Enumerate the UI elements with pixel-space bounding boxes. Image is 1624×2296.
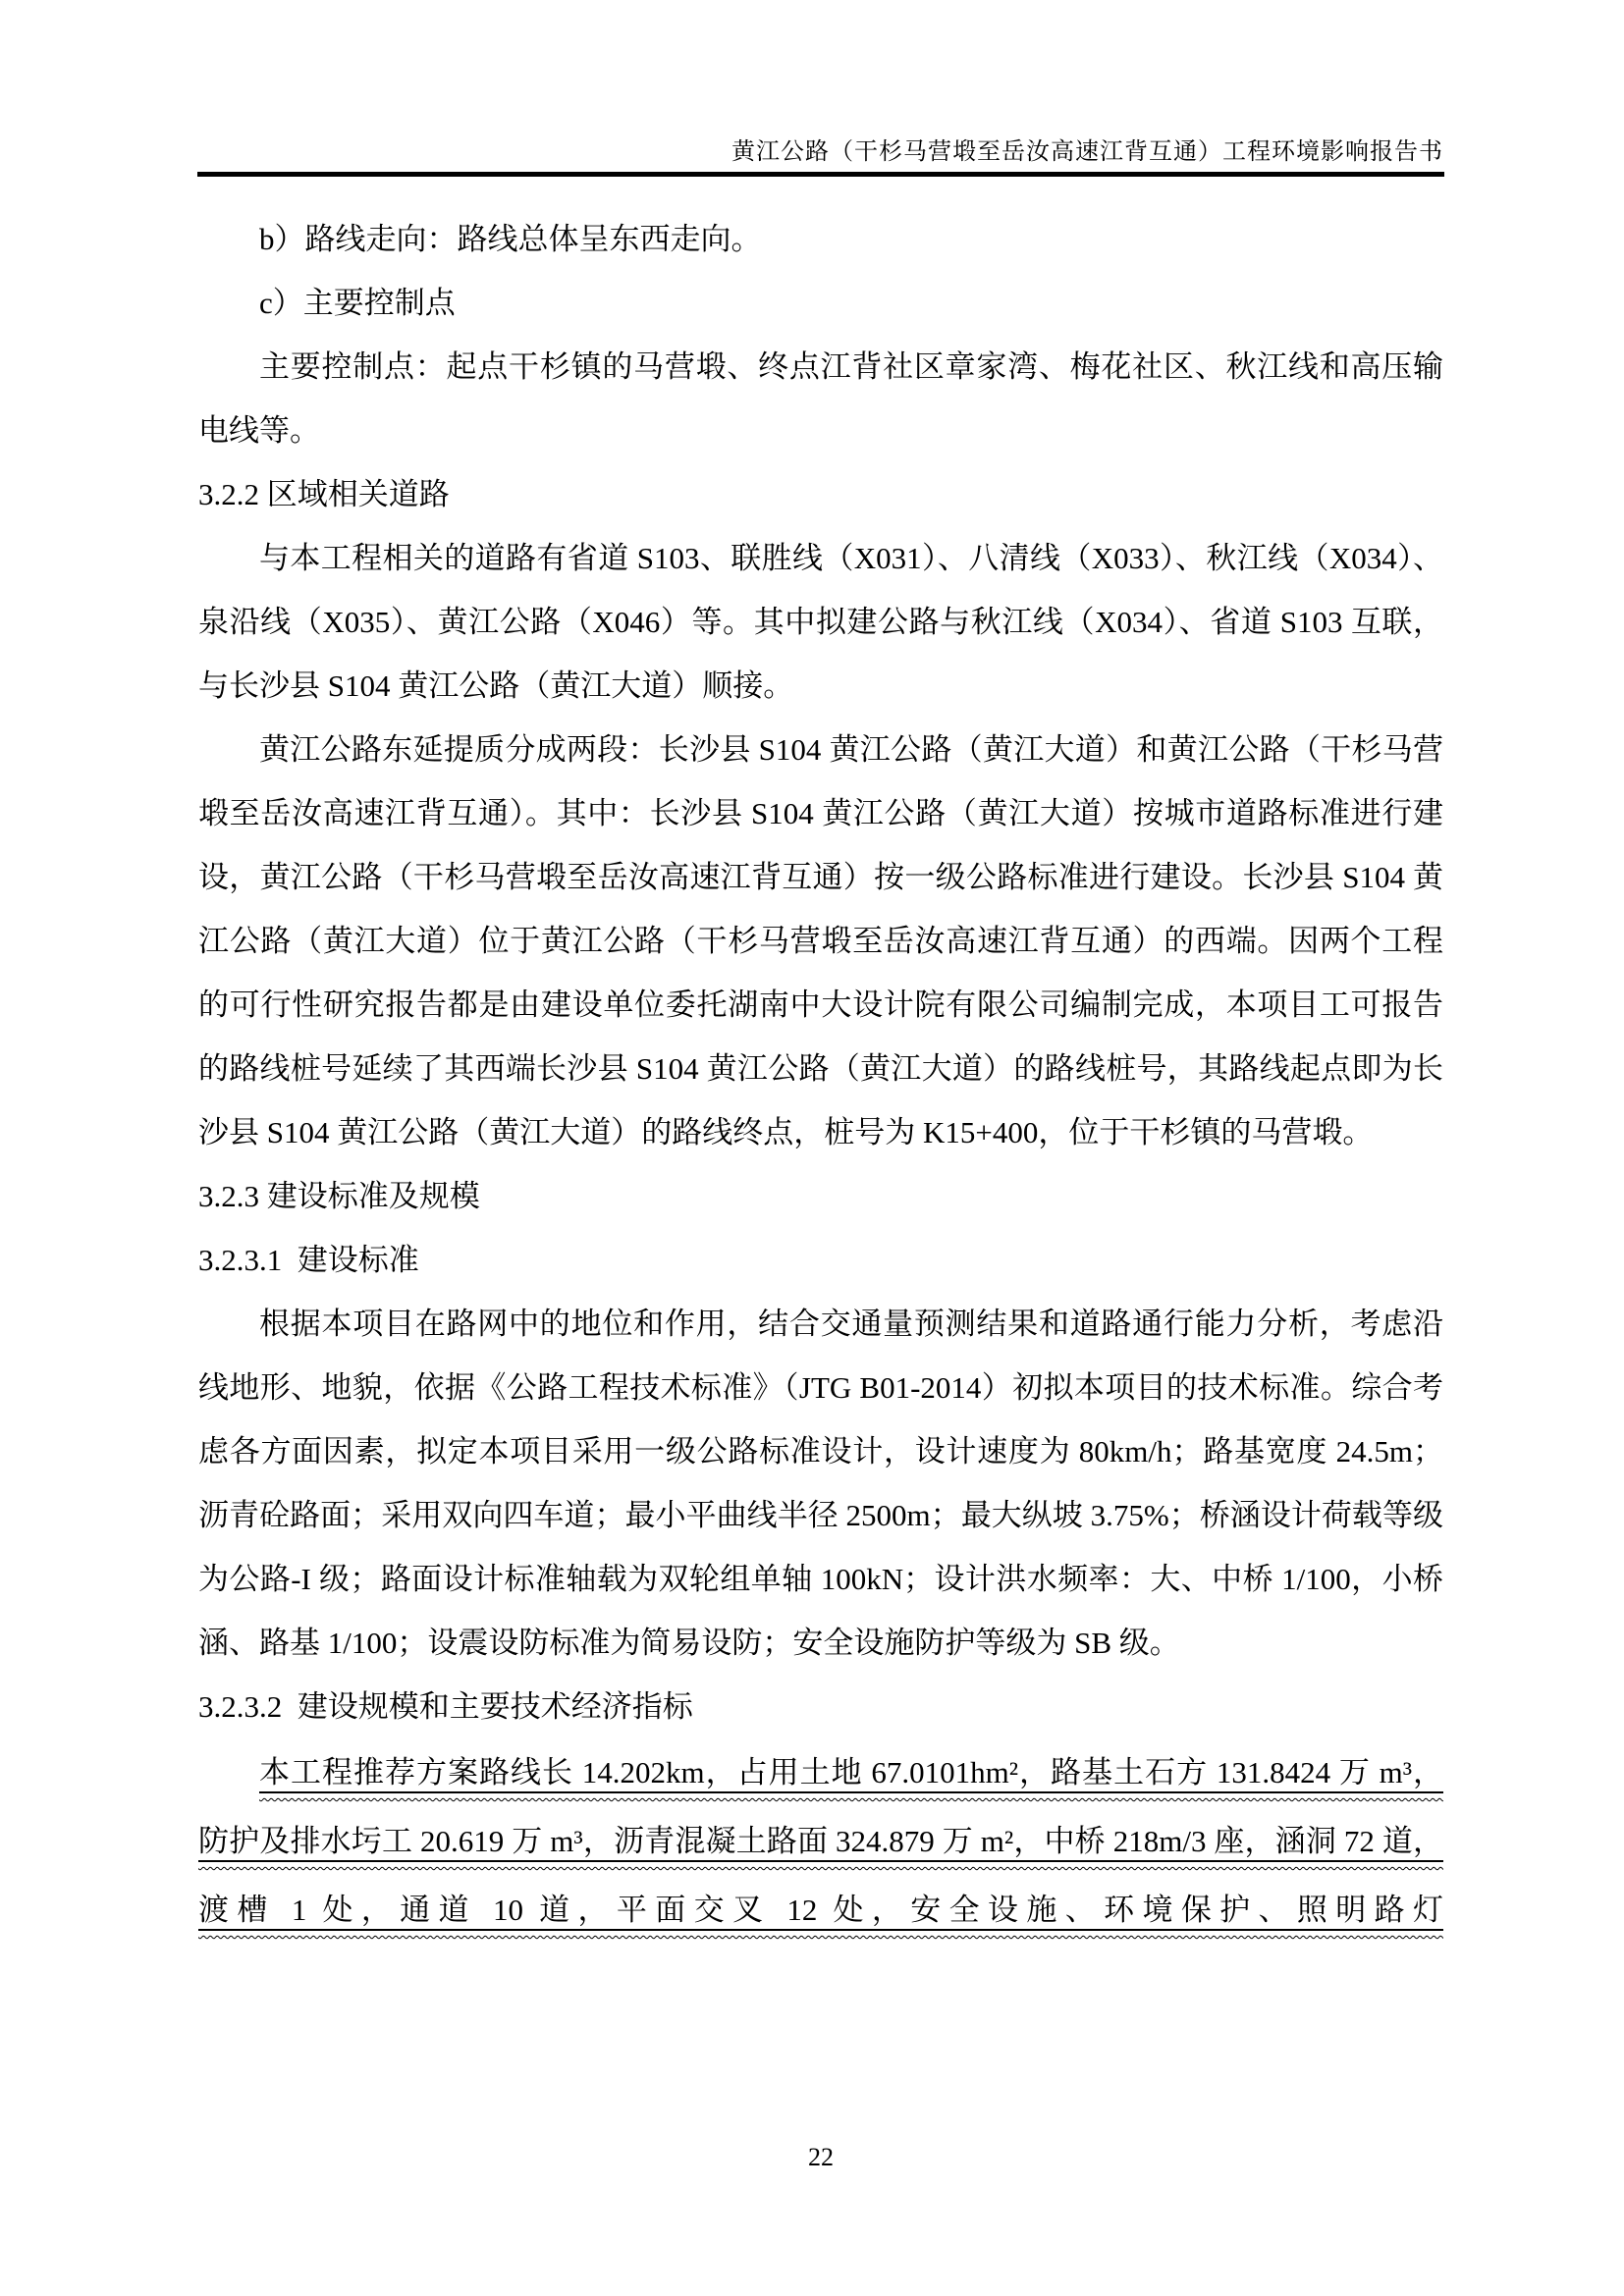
paragraph: 黄江公路东延提质分成两段：长沙县 S104 黄江公路（黄江大道）和黄江公路（干杉马营塅至岳汝高速江背互通）。其中：长沙县 S104 黄江公路（黄江大道）按城市道路标准进行建设，黄江公路（干杉马营塅至岳汝高速江背互通）按一级公路标准进行建设。长沙县 S104 黄江公路（黄江大道）位于黄江公路（干杉马营塅至岳汝高速江背互通）的西端。因两个工程的可行性研究报告都是由建设单位委托湖南中大设计院有限公司编制完成，本项目工可报告的路线桩号延续了其西端长沙县 S104 黄江公路（黄江大道）的路线桩号，其路线起点即为长沙县 S104 黄江公路（黄江大道）的路线终点，桩号为 K15+400，位于干杉镇的马营塅。: [198, 732, 1443, 1149]
underlined-paragraph: [198, 1738, 1443, 1945]
paragraph: 主要控制点：起点干杉镇的马营塅、终点江背社区章家湾、梅花社区、秋江线和高压输电线等。: [198, 349, 1443, 448]
list-item: c）主要控制点: [259, 286, 456, 320]
paragraph: 与本工程相关的道路有省道 S103、联胜线（X031）、八清线（X033）、秋江线（X034）、泉沿线（X035）、黄江公路（X046）等。其中拟建公路与秋江线（X034）、省道 S103 互联，与长沙县 S104 黄江公路（黄江大道）顺接。: [198, 541, 1443, 703]
list-item: b）路线走向：路线总体呈东西走向。: [259, 222, 762, 256]
paragraph: 根据本项目在路网中的地位和作用，结合交通量预测结果和道路通行能力分析，考虑沿线地形、地貌，依据《公路工程技术标准》（JTG B01-2014）初拟本项目的技术标准。综合考虑各方面因素，拟定本项目采用一级公路标准设计，设计速度为 80km/h；路基宽度 24.5m；沥青砼路面；采用双向四车道；最小平曲线半径 2500m；最大纵坡 3.75%；桥涵设计荷载等级为公路-I 级；路面设计标准轴载为双轮组单轴 100kN；设计洪水频率：大、中桥 1/100，小桥涵、路基 1/100；设震设防标准为简易设防；安全设施防护等级为 SB 级。: [198, 1307, 1443, 1660]
header-rule: [197, 172, 1444, 177]
section-heading: 3.2.3.2 建设规模和主要技术经济指标: [198, 1689, 693, 1724]
underlined-paragraph-text: 本工程推荐方案路线长 14.202km，占用土地 67.0101hm²，路基土石方 131.8424 万 m³，防护及排水圬工 20.619 万 m³，沥青混凝土路面 324.879 万 m²，中桥 218m/3 座，涵洞 72 道，渡槽 1 处，通道 10 道，平面交叉 12 处，安全设施、环境保护、照明路灯: [198, 1755, 1443, 1927]
section-heading: 3.2.3 建设标准及规模: [198, 1179, 480, 1213]
page-number: 22: [808, 2143, 834, 2171]
running-header-title: 黄江公路（干杉马营塅至岳汝高速江背互通）工程环境影响报告书: [731, 139, 1443, 165]
document-body: [198, 207, 1443, 1945]
section-heading: 3.2.2 区域相关道路: [198, 477, 450, 511]
section-heading: 3.2.3.1 建设标准: [198, 1243, 419, 1277]
